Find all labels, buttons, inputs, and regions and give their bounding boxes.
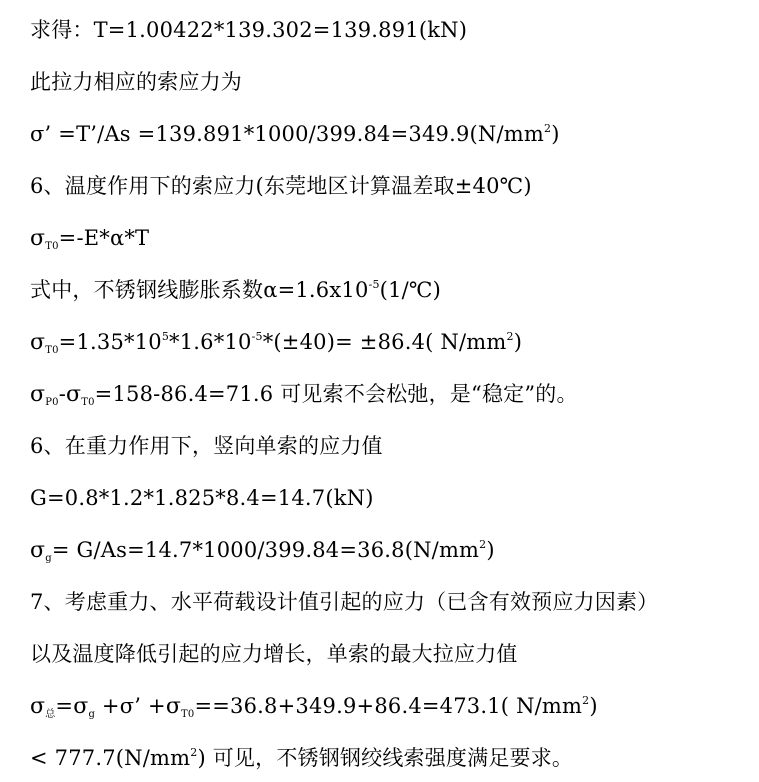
temperature-stress-formula-line [30, 223, 149, 253]
sigma-symbol: σ [30, 226, 46, 251]
sigma-symbol: σ [66, 382, 82, 407]
cable-stress-intro-line [30, 67, 242, 97]
formula-text: =1.35*10 [58, 330, 162, 354]
superscript: 2 [582, 694, 590, 707]
combined-heading-line [30, 587, 658, 617]
expansion-coefficient-line [30, 275, 441, 305]
cable-stress-formula-line [30, 119, 560, 149]
superscript: 5 [161, 330, 170, 343]
superscript: 2 [190, 746, 198, 759]
formula-text: ==36.8+349.9+86.4=473.1( N/mm [194, 694, 583, 718]
formula-text: +σ’ + [95, 694, 166, 718]
conclusion-line [30, 743, 573, 773]
formula-text: ) [551, 122, 560, 146]
subscript: T0 [181, 709, 195, 720]
formula-text: = G/As=14.7*1000/399.84=36.8(N/mm [51, 538, 480, 562]
temperature-stress-value-line [30, 327, 522, 357]
formula-text: ) [589, 694, 598, 718]
subscript: g [45, 553, 52, 564]
sigma-symbol: σ [30, 538, 46, 563]
subscript: 总 [45, 709, 56, 720]
formula-text: ) 可见，不锈钢钢绞线索强度满足要求。 [197, 746, 574, 770]
subscript: T0 [45, 241, 59, 252]
subscript: P0 [45, 397, 59, 408]
temperature-heading-text: 6、温度作用下的索应力(东莞地区计算温差取±40℃) [30, 174, 532, 198]
formula-text: = [55, 694, 74, 718]
result-tension-text: 求得：T=1.00422*139.302=139.891(kN) [30, 18, 468, 42]
superscript: 2 [543, 122, 552, 135]
formula-text: (1/℃) [379, 278, 441, 302]
formula-text: ) [513, 330, 523, 354]
gravity-load-line [30, 483, 374, 513]
formula-text: - [58, 382, 67, 406]
sigma-symbol: σ [30, 694, 46, 719]
superscript: -5 [251, 330, 263, 343]
result-tension-line [30, 15, 467, 45]
temperature-heading-line [30, 171, 532, 201]
superscript: 2 [506, 330, 514, 343]
formula-text: =-E*α*T [58, 226, 150, 250]
subscript: T0 [81, 397, 95, 408]
gravity-heading-text: 6、在重力作用下，竖向单索的应力值 [30, 434, 383, 458]
formula-text: σ’ =T’/As =139.891*1000/399.84=349.9(N/mm [30, 122, 544, 146]
combined-heading-text: 7、考虑重力、水平荷载设计值引起的应力（已含有效预应力因素） [30, 590, 659, 614]
sigma-symbol: σ [73, 694, 89, 719]
cable-stress-intro-text: 此拉力相应的索应力为 [30, 70, 242, 94]
superscript: -5 [368, 278, 380, 291]
formula-text: 式中，不锈钢线膨胀系数α=1.6x10 [30, 278, 369, 302]
stability-check-line [30, 379, 578, 409]
combined-subheading-line [30, 639, 518, 669]
gravity-stress-line [30, 535, 495, 565]
subscript: g [88, 709, 96, 720]
sigma-symbol: σ [30, 330, 46, 355]
formula-text: *1.6*10 [169, 330, 252, 354]
sigma-symbol: σ [165, 694, 182, 719]
gravity-load-text: G=0.8*1.2*1.825*8.4=14.7(kN) [30, 486, 374, 510]
combined-subheading-text: 以及温度降低引起的应力增长，单索的最大拉应力值 [30, 642, 518, 666]
gravity-heading-line [30, 431, 383, 461]
formula-text: =158-86.4=71.6 可见索不会松弛，是“稳定”的。 [94, 382, 578, 406]
total-stress-line [30, 691, 598, 721]
superscript: 2 [479, 538, 487, 551]
formula-text: *(±40)= ±86.4( N/mm [262, 330, 507, 354]
subscript: T0 [45, 345, 59, 356]
formula-text: < 777.7(N/mm [30, 746, 191, 770]
sigma-symbol: σ [30, 382, 46, 407]
formula-text: ) [486, 538, 495, 562]
